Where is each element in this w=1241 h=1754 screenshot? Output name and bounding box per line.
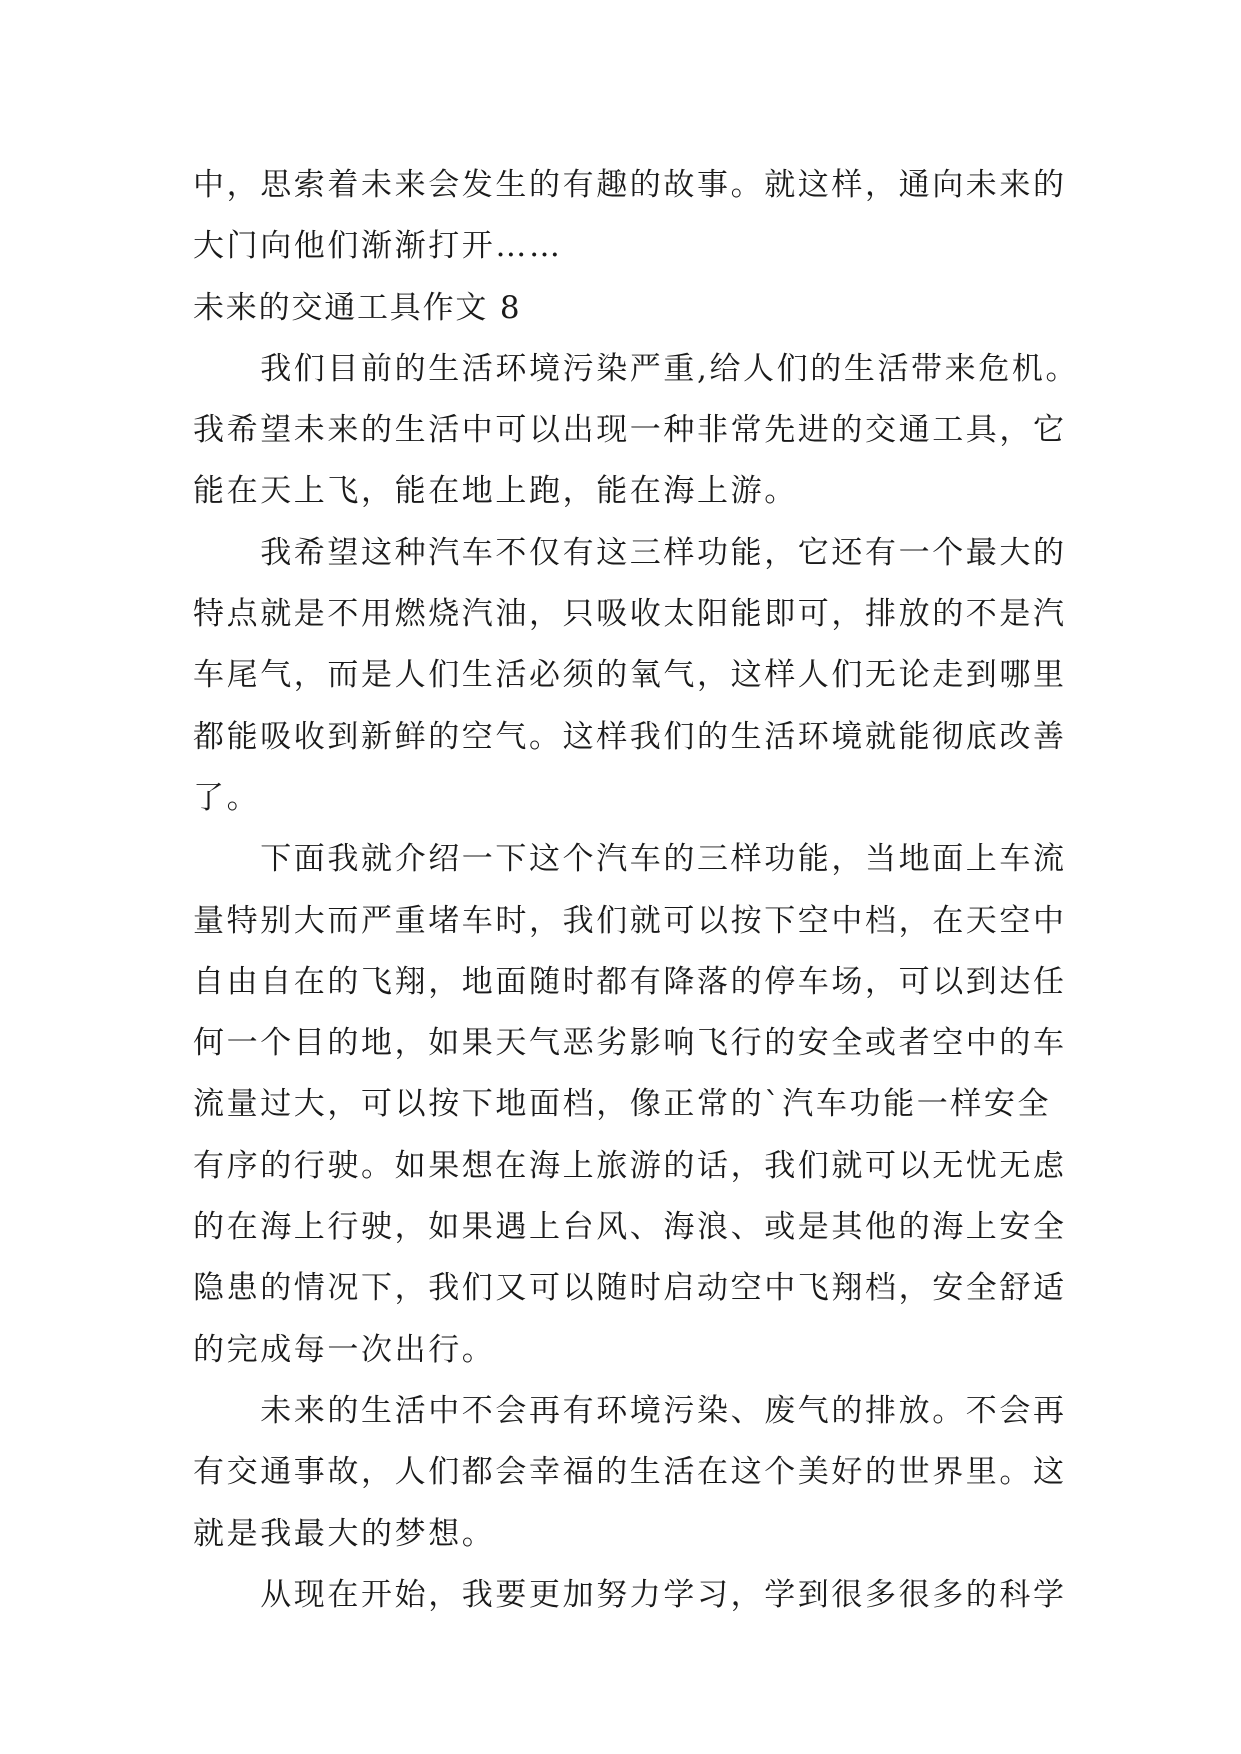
- document-body: [193, 155, 1080, 1626]
- text-line: 特点就是不用燃烧汽油，只吸收太阳能即可，排放的不是汽: [193, 596, 1067, 633]
- text-line: 都能吸收到新鲜的空气。这样我们的生活环境就能彻底改善: [193, 718, 1067, 755]
- text-line: 有交通事故，人们都会幸福的生活在这个美好的世界里。这: [193, 1454, 1067, 1491]
- text-line: 隐患的情况下，我们又可以随时启动空中飞翔档，安全舒适: [193, 1270, 1067, 1307]
- text-line: 车尾气，而是人们生活必须的氧气，这样人们无论走到哪里: [193, 657, 1067, 694]
- text-line: 何一个目的地，如果天气恶劣影响飞行的安全或者空中的车: [193, 1025, 1067, 1062]
- text-line: 就是我最大的梦想。: [193, 1515, 496, 1552]
- text-line: 大门向他们渐渐打开……: [193, 228, 563, 265]
- text-line: 从现在开始，我要更加努力学习，学到很多很多的科学: [193, 1576, 1067, 1613]
- text-line: 下面我就介绍一下这个汽车的三样功能，当地面上车流: [193, 841, 1067, 878]
- text-line: 未来的生活中不会再有环境污染、废气的排放。不会再: [193, 1392, 1067, 1429]
- text-line: 我们目前的生活环境污染严重,给人们的生活带来危机。: [193, 350, 1080, 387]
- text-line: 我希望这种汽车不仅有这三样功能，它还有一个最大的: [193, 534, 1067, 571]
- text-line: 中，思索着未来会发生的有趣的故事。就这样，通向未来的: [193, 167, 1067, 203]
- text-line: 了。: [193, 779, 261, 816]
- text-line: 流量过大，可以按下地面档，像正常的`汽车功能一样安全: [193, 1086, 1052, 1123]
- text-line: 的完成每一次出行。: [193, 1331, 496, 1368]
- text-line: 自由自在的飞翔，地面随时都有降落的停车场，可以到达任: [193, 963, 1067, 1000]
- section-heading: 未来的交通工具作文 8: [193, 289, 522, 326]
- text-line: 我希望未来的生活中可以出现一种非常先进的交通工具，它: [193, 412, 1067, 449]
- text-line: 量特别大而严重堵车时，我们就可以按下空中档，在天空中: [193, 902, 1067, 939]
- text-line: 的在海上行驶，如果遇上台风、海浪、或是其他的海上安全: [193, 1209, 1067, 1246]
- text-line: 能在天上飞，能在地上跑，能在海上游。: [193, 473, 798, 510]
- text-line: 有序的行驶。如果想在海上旅游的话，我们就可以无忧无虑: [193, 1147, 1067, 1184]
